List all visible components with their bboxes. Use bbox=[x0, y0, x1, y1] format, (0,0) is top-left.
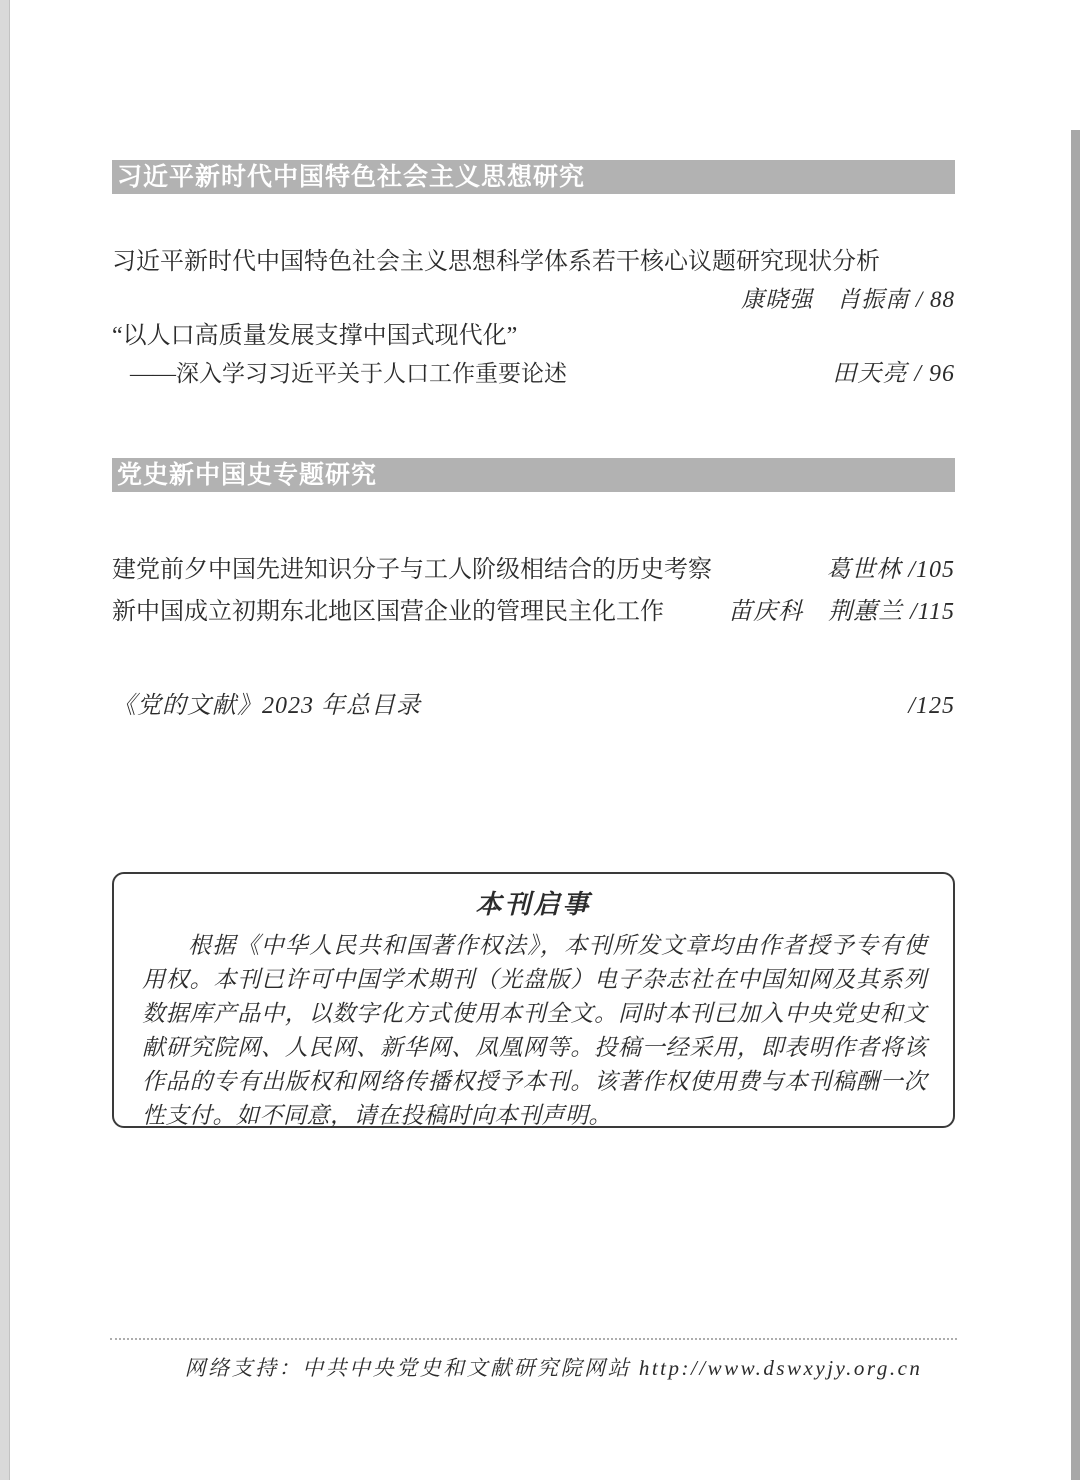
footer-dotted-divider bbox=[110, 1338, 957, 1340]
section-header-party-history: 党史新中国史专题研究 bbox=[112, 458, 955, 492]
annual-catalog-title: 《党的文献》2023 年总目录 bbox=[112, 693, 421, 719]
page-edge-right bbox=[1071, 130, 1080, 1480]
annual-catalog-row bbox=[112, 692, 955, 720]
section-header-xi-thought: 习近平新时代中国特色社会主义思想研究 bbox=[112, 160, 955, 194]
article-byline-northeast-enterprises: 苗庆科 荆蕙兰 /115 bbox=[728, 599, 955, 625]
article-byline-core-issues: 康晓强 肖振南 / 88 bbox=[741, 287, 955, 312]
article-row-founding-eve bbox=[112, 556, 955, 584]
footer-support-line: 网络支持：中共中央党史和文献研究院网站 http://www.dswxyjy.org.cn bbox=[184, 1356, 923, 1380]
journal-notice-box bbox=[112, 872, 955, 1128]
annual-catalog-page: /125 bbox=[908, 693, 955, 719]
page-edge-left bbox=[0, 0, 10, 1480]
notice-body: 根据《中华人民共和国著作权法》，本刊所发文章均由作者授予专有使用权。本刊已许可中国学术期刊（光盘版）电子杂志社在中国知网及其系列数据库产品中，以数字化方式使用本刊全文。同时本刊已加入中央党史和文献研究院网、人民网、新华网、凤凰网等。投稿一经采用，即表明作者将该作品的专有出版权和网络传播权授予本刊。该著作权使用费与本刊稿酬一次性支付。如不同意，请在投稿时向本刊声明。 bbox=[142, 933, 927, 1128]
article-byline-population: 田天亮 / 96 bbox=[832, 361, 955, 387]
article-byline-founding-eve: 葛世林 /105 bbox=[826, 557, 955, 583]
article-title-northeast-enterprises: 新中国成立初期东北地区国营企业的管理民主化工作 bbox=[112, 599, 664, 625]
article-title-population-quote: “以人口高质量发展支撑中国式现代化” bbox=[112, 323, 518, 349]
article-subtitle-population: ——深入学习习近平关于人口工作重要论述 bbox=[130, 361, 567, 386]
notice-title: 本刊启事 bbox=[475, 890, 592, 919]
article-title-core-issues: 习近平新时代中国特色社会主义思想科学体系若干核心议题研究现状分析 bbox=[112, 249, 880, 275]
article-row-northeast-enterprises bbox=[112, 598, 955, 626]
article-title-founding-eve: 建党前夕中国先进知识分子与工人阶级相结合的历史考察 bbox=[112, 557, 712, 583]
article-row-population bbox=[112, 360, 955, 388]
